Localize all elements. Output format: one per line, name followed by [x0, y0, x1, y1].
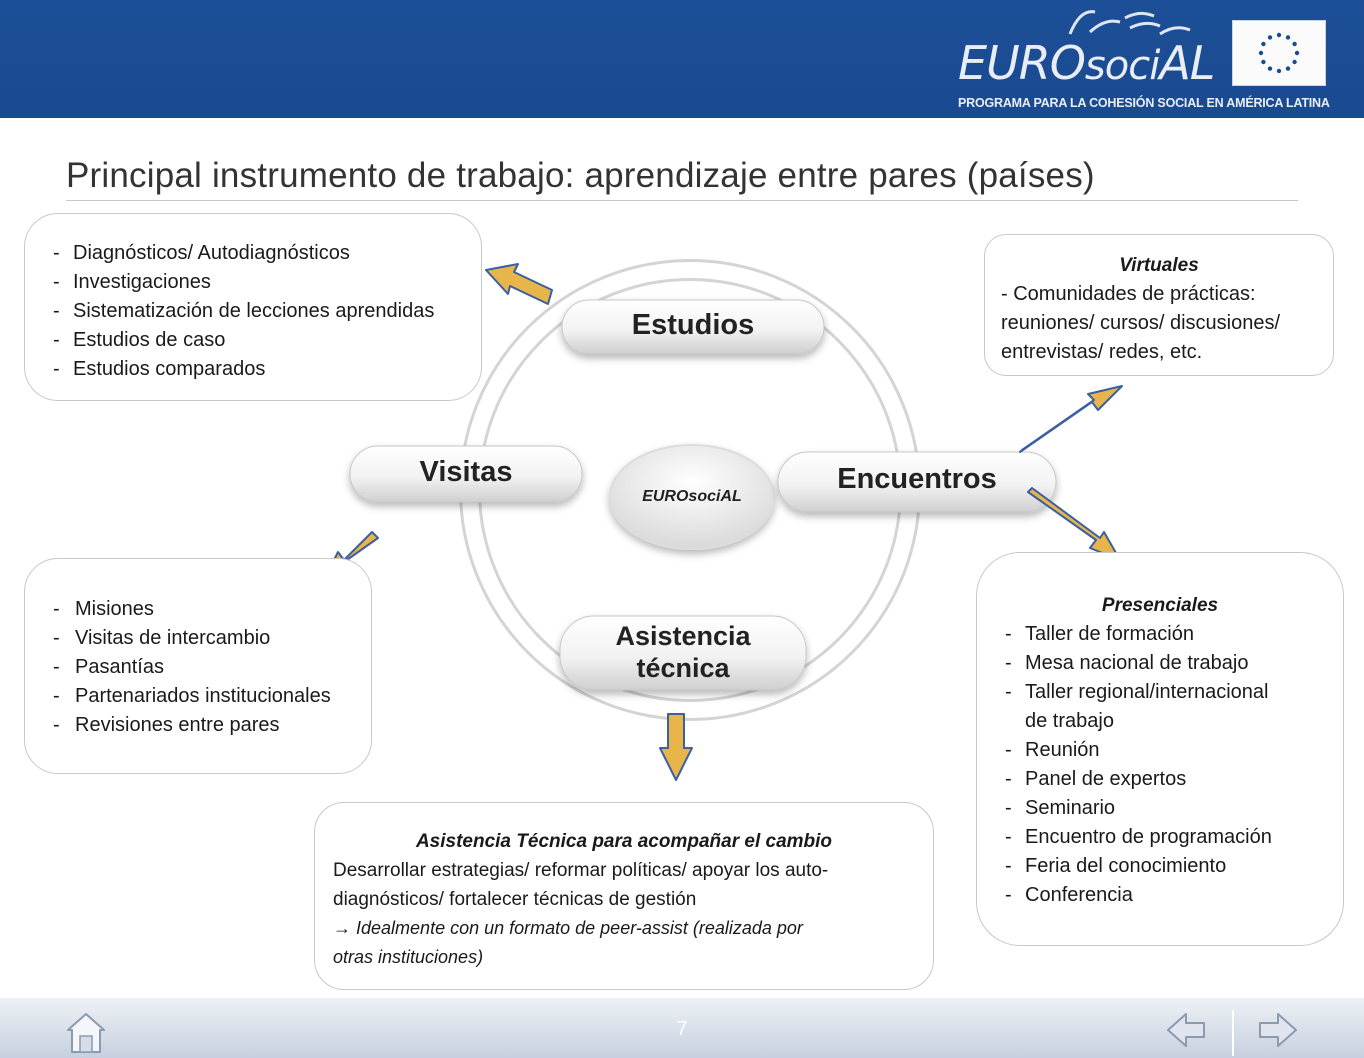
- asistencia-line: Desarrollar estrategias/ reformar políticas/ apoyar los auto-: [333, 860, 829, 881]
- node-visitas-label: Visitas: [419, 456, 513, 488]
- center-label: EUROsociAL: [642, 488, 742, 505]
- virtuales-line: - Comunidades de prácticas:: [1001, 283, 1256, 305]
- list-item: - Conferencia: [977, 881, 1343, 910]
- logo-wordmark: EUROsociAL: [958, 36, 1215, 90]
- asistencia-note: → Idealmente con un formato de peer-assist (realizada por: [333, 918, 803, 938]
- list-item: - Encuentro de programación: [977, 823, 1343, 852]
- page-title: Principal instrumento de trabajo: aprendizaje entre pares (países): [66, 156, 1095, 195]
- arrow-virtuales-icon: [1020, 386, 1122, 452]
- list-item: - Estudios de caso: [25, 326, 481, 355]
- list-item: - Panel de expertos: [977, 765, 1343, 794]
- presenciales-heading: Presenciales: [1101, 595, 1219, 616]
- list-item: - Visitas de intercambio: [25, 624, 371, 653]
- arrow-estudios-icon: [486, 264, 552, 304]
- list-item: - Investigaciones: [25, 268, 481, 297]
- virtuales-line: entrevistas/ redes, etc.: [1001, 341, 1203, 363]
- list-item: - Taller de formación: [977, 620, 1343, 649]
- node-asistencia-label: Asistencia técnica: [615, 621, 751, 683]
- right-arrow-icon: →: [333, 918, 351, 938]
- list-item-continuation: de trabajo: [1025, 710, 1114, 732]
- page-number: 7: [676, 1018, 688, 1040]
- list-item: - Partenariados institucionales: [25, 682, 371, 711]
- list-item: - Estudios comparados: [25, 355, 481, 384]
- arrow-presenciales-icon: [1028, 488, 1120, 560]
- estudios-box: [24, 213, 482, 401]
- arrow-right-icon[interactable]: [1258, 1012, 1298, 1048]
- virtuales-box: [984, 234, 1334, 376]
- list-item: - Feria del conocimiento: [977, 852, 1343, 881]
- nav-divider: [1232, 1010, 1234, 1056]
- arrow-left-icon[interactable]: [1166, 1012, 1206, 1048]
- list-item: - Sistematización de lecciones aprendidas: [25, 297, 481, 326]
- visitas-box: [24, 558, 372, 774]
- presenciales-box: [976, 552, 1344, 946]
- virtuales-line: reuniones/ cursos/ discusiones/: [1001, 312, 1281, 334]
- asistencia-box: [314, 802, 934, 990]
- list-item: - Pasantías: [25, 653, 371, 682]
- list-item: - Misiones: [25, 595, 371, 624]
- list-item: - Reunión: [977, 736, 1343, 765]
- node-encuentros-label: Encuentros: [837, 463, 997, 495]
- asistencia-heading: Asistencia Técnica para acompañar el cambio: [415, 831, 833, 852]
- list-item: - Seminario: [977, 794, 1343, 823]
- node-estudios-label: Estudios: [631, 309, 755, 341]
- list-item: - Diagnósticos/ Autodiagnósticos: [25, 239, 481, 268]
- logo-tagline: PROGRAMA PARA LA COHESIÓN SOCIAL EN AMÉRICA LATINA: [958, 96, 1330, 110]
- list-item: - Mesa nacional de trabajo: [977, 649, 1343, 678]
- list-item: - Taller regional/internacional: [977, 678, 1343, 707]
- list-item: - Revisiones entre pares: [25, 711, 371, 740]
- asistencia-line: diagnósticos/ fortalecer técnicas de gestión: [333, 889, 697, 910]
- asistencia-note: otras instituciones): [333, 947, 484, 967]
- virtuales-heading: Virtuales: [1119, 255, 1199, 276]
- arrow-asistencia-icon: [660, 714, 692, 780]
